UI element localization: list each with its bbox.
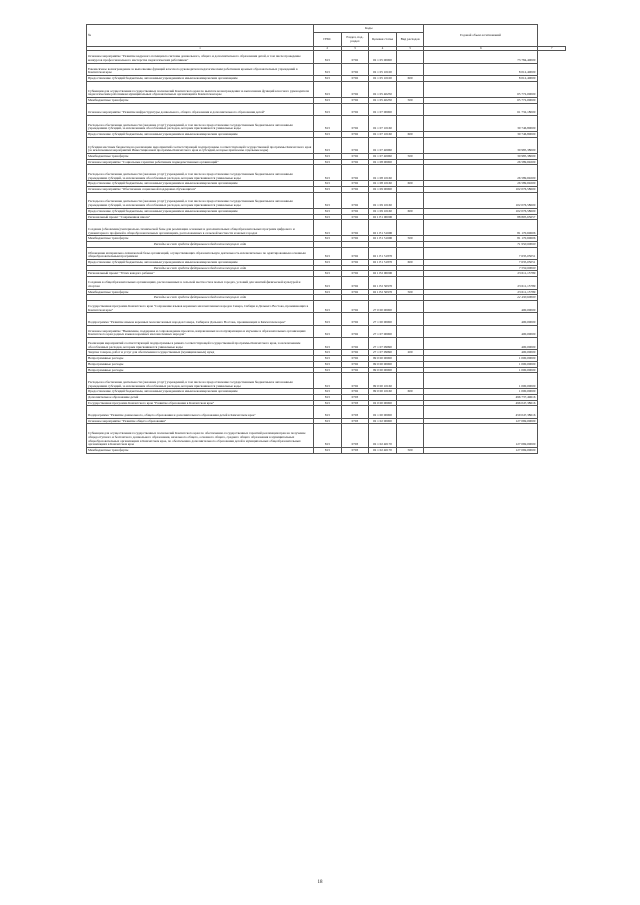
cell-vr (396, 116, 424, 132)
cell-rz: 0702 (341, 192, 369, 208)
table-row (87, 313, 566, 325)
cell-sum: 8 012,40000 (424, 63, 538, 75)
cell-vr: 600 (396, 132, 424, 138)
cell-grbs: 813 (314, 300, 342, 312)
cell-grbs: 813 (314, 367, 342, 373)
cell-name: Создание (обновление) материально-технической базы для реализации основных и дополнительных общеобразовательных программ цифрового и гуманитарного профилей в общеобразовательных организациях, расположенных в сельской местности и малых городах (87, 220, 314, 236)
cell-name: Предоставление субсидий бюджетным, автономным учреждениям и иным некоммерческим организациям (87, 76, 314, 82)
cell-sum: 102 076,58600 (424, 208, 538, 214)
header-grbs: ГРБС (314, 33, 342, 47)
header-codes: Коды (314, 25, 424, 33)
cell-sum: 23 611,15789 (424, 289, 538, 295)
cell-cs: 02 1 E1 00000 (369, 214, 397, 220)
cell-cs: 99 0 00 00000 (369, 361, 397, 367)
cell-vr: 600 (396, 181, 424, 187)
cell-rz: 0702 (341, 313, 369, 325)
cell-name: Предоставление субсидий бюджетным, автономным учреждениям и иным некоммерческим организациям (87, 208, 314, 214)
cell-sum: 65 772,00000 (424, 81, 538, 97)
cell-name: Непрограммные расходы (87, 361, 314, 367)
table-row (87, 447, 566, 453)
cell-grbs: 813 (314, 247, 342, 259)
cell-vr (396, 63, 424, 75)
table-row (87, 247, 566, 259)
cell-vr: 500 (396, 97, 424, 103)
cell-grbs: 813 (314, 400, 342, 406)
cell-rz: 0702 (341, 116, 369, 132)
cell-vr (396, 300, 424, 312)
table-row (87, 116, 566, 132)
cell-sum: 127 069,00000 (424, 447, 538, 453)
cell-name: Основное мероприятие "Социальные гарантии работникам подведомственных организаций" (87, 159, 314, 165)
cell-cs: 99 0 00 00000 (369, 356, 397, 362)
table-row (87, 277, 566, 289)
cell-vr (396, 338, 424, 350)
cell-rz: 0702 (341, 63, 369, 75)
cell-rz: 0702 (341, 271, 369, 277)
cell-name: Расходы на обеспечение деятельности (оказание услуг) учреждений, в том числе на предоставление государственным бюджетным и автономным учреждениям субсидий, за исключением обособленных расходов, которым присваиваются уникальные коды (87, 192, 314, 208)
cell-sum: 7 635,05051 (424, 247, 538, 259)
cell-cs: 02 1 00 00000 (369, 406, 397, 418)
table-row (87, 338, 566, 350)
cell-rz: 0702 (341, 76, 369, 82)
cell-sum: 102 076,58600 (424, 187, 538, 193)
cell-grbs: 813 (314, 153, 342, 159)
cell-sum: 26 589,69200 (424, 181, 538, 187)
cell-vr: 500 (396, 153, 424, 159)
cell-rz: 0702 (341, 220, 369, 236)
cell-sum: 7 559,00000 (424, 265, 538, 271)
cell-sum: 22 430,60000 (424, 295, 538, 301)
cell-cs: 02 1 E2 50970 (369, 289, 397, 295)
col-num-7: 7 (538, 47, 566, 51)
cell-sum: 30 746,80000 (424, 132, 538, 138)
cell-rz: 0703 (341, 447, 369, 453)
cell-sum: 81 170,60606 (424, 236, 538, 242)
cell-cs: 02 1 07 40060 (369, 153, 397, 159)
cell-grbs: 813 (314, 116, 342, 132)
cell-sum: 127 069,00000 (424, 424, 538, 448)
cell-sum: 8 012,40000 (424, 76, 538, 82)
cell-sum: 1 000,00000 (424, 367, 538, 373)
header-rz: Раздел, под-раздел (341, 33, 369, 47)
cell-vr (396, 325, 424, 337)
cell-grbs: 813 (314, 260, 342, 266)
cell-name: Предоставление субсидий бюджетным, автономным учреждениям и иным некоммерческим организациям (87, 389, 314, 395)
cell-name: Межбюджетные трансферты (87, 447, 314, 453)
cell-grbs: 813 (314, 63, 342, 75)
cell-cs: 02 1 02 00000 (369, 418, 397, 424)
cell-rz: 0702 (341, 338, 369, 350)
cell-rz: 0702 (341, 103, 369, 115)
cell-name: Расходы за счет средств федерального бюджета текущего года (87, 242, 314, 248)
cell-rz: 0703 (341, 406, 369, 418)
cell-grbs: 813 (314, 418, 342, 424)
budget-sheet (86, 24, 566, 454)
cell-grbs: 813 (314, 192, 342, 208)
cell-rz: 0702 (341, 367, 369, 373)
page-number: 18 (317, 880, 323, 885)
cell-name: Основное мероприятие "Развитие инфраструктуры дошкольного, общего образования и дополнительного образования детей" (87, 103, 314, 115)
col-num-4: 4 (369, 47, 397, 51)
cell-cs: 02 1 09 00000 (369, 187, 397, 193)
cell-name: Региональный проект "Успех каждого ребенка" (87, 271, 314, 277)
cell-vr: 200 (396, 350, 424, 356)
cell-name: Субсидии местным бюджетам на реализацию мероприятий соответствующей подпрограммы соответствующей государственной программы Камчатского края (за исключением мероприятий Инвестиционной программы Камчатского края и субсидий, которые присвоены отдельные коды) (87, 137, 314, 153)
cell-cs: 02 1 05 10100 (369, 63, 397, 75)
cell-rz: 0702 (341, 187, 369, 193)
cell-rz: 0702 (341, 181, 369, 187)
cell-sum: 102 076,58600 (424, 192, 538, 208)
cell-rz: 0702 (341, 260, 369, 266)
cell-rz: 0702 (341, 300, 369, 312)
cell-vr (396, 165, 424, 181)
cell-grbs: 813 (314, 208, 342, 214)
cell-grbs: 813 (314, 81, 342, 97)
cell-grbs: 813 (314, 51, 342, 63)
cell-vr (396, 406, 424, 418)
cell-sum: 127 069,00000 (424, 418, 538, 424)
cell-name: Региональный проект "Современная школа" (87, 214, 314, 220)
cell-sum: 81 170,60606 (424, 220, 538, 236)
cell-cs: 27 1 07 00000 (369, 325, 397, 337)
cell-cs: 02 1 07 10160 (369, 132, 397, 138)
cell-rz: 0702 (341, 373, 369, 389)
cell-grbs: 813 (314, 271, 342, 277)
cell-grbs: 813 (314, 289, 342, 295)
cell-vr: 600 (396, 260, 424, 266)
cell-cs: 02 1 09 10160 (369, 208, 397, 214)
cell-grbs: 813 (314, 76, 342, 82)
cell-name: Предоставление субсидий бюджетным, автономным учреждениям и иным некоммерческим организациям (87, 260, 314, 266)
cell-cs: 02 1 05 10100 (369, 76, 397, 82)
cell-vr (396, 137, 424, 153)
table-row (87, 63, 566, 75)
cell-rz: 0702 (341, 137, 369, 153)
cell-cs: 99 0 00 10160 (369, 389, 397, 395)
cell-sum: 1 000,00000 (424, 389, 538, 395)
cell-vr (396, 247, 424, 259)
cell-grbs: 813 (314, 395, 342, 401)
cell-cs: 02 1 05 40250 (369, 97, 397, 103)
header-vr: Вид расходов (396, 33, 424, 47)
cell-cs: 02 1 08 10160 (369, 165, 397, 181)
cell-name: Обновление материально-технической базы организаций, осуществляющих образовательную деятельность исключительно по адаптированным основным общеобразовательным программам (87, 247, 314, 259)
cell-cs: 02 0 00 00000 (369, 400, 397, 406)
table-row (87, 373, 566, 389)
cell-sum: 459 047,38616 (424, 406, 538, 418)
cell-sum: 88 805,65657 (424, 214, 538, 220)
cell-name: Расходы на обеспечение деятельности (оказание услуг) учреждений, в том числе на предоставление государственным бюджетным и автономным учреждениям субсидий, за исключением обособленных расходов, которым присваиваются уникальные коды (87, 116, 314, 132)
cell-sum: 61 732,18000 (424, 103, 538, 115)
header-no: № (87, 25, 314, 47)
cell-grbs: 813 (314, 187, 342, 193)
cell-grbs: 813 (314, 356, 342, 362)
cell-cs: 02 1 E2 00000 (369, 271, 397, 277)
table-row (87, 300, 566, 312)
cell-rz: 0702 (341, 350, 369, 356)
cell-cs: 27 0 00 00000 (369, 300, 397, 312)
cell-vr (396, 424, 424, 448)
cell-rz: 0703 (341, 418, 369, 424)
cell-grbs: 813 (314, 389, 342, 395)
cell-vr (396, 313, 424, 325)
cell-cs: 02 1 08 10160 (369, 181, 397, 187)
cell-name: Межбюджетные трансферты (87, 236, 314, 242)
cell-sum: 496 737,49616 (424, 395, 538, 401)
cell-sum: 496 047,38616 (424, 400, 538, 406)
col-num-5: 5 (396, 47, 424, 51)
cell-grbs: 813 (314, 406, 342, 418)
cell-sum: 1 000,00000 (424, 373, 538, 389)
cell-grbs: 813 (314, 214, 342, 220)
cell-name: Межбюджетные трансферты (87, 289, 314, 295)
cell-name: Субвенции для осуществления государственных полномочий Камчатского края по выплате вознаграждения за выполнение функций классного руководителя педагогическим работникам муниципальных образовательных организаций в Камчатском крае (87, 81, 314, 97)
cell-sum: 400,00000 (424, 313, 538, 325)
cell-rz: 0702 (341, 247, 369, 259)
cell-name: Государственная программа Камчатского края "Развитие образования в Камчатском крае" (87, 400, 314, 406)
cell-name: Непрограммные расходы (87, 356, 314, 362)
cell-grbs: 813 (314, 181, 342, 187)
cell-cs: 02 1 07 00000 (369, 103, 397, 115)
table-header-row (87, 25, 566, 33)
header-cs: Целевая статья (369, 33, 397, 47)
cell-grbs: 813 (314, 361, 342, 367)
cell-sum: 65 772,00000 (424, 97, 538, 103)
cell-cs: 02 1 07 10160 (369, 116, 397, 132)
cell-grbs: 813 (314, 97, 342, 103)
cell-rz: 0702 (341, 97, 369, 103)
cell-vr: 500 (396, 236, 424, 242)
cell-rz: 0702 (341, 159, 369, 165)
cell-sum: 26 589,69200 (424, 165, 538, 181)
cell-rz: 0703 (341, 395, 369, 401)
cell-rz: 0702 (341, 208, 369, 214)
cell-sum: 7 635,05051 (424, 260, 538, 266)
table-row (87, 406, 566, 418)
cell-vr: 600 (396, 76, 424, 82)
col-num-1: 1 (87, 47, 314, 51)
cell-name: Ежемесячное вознаграждение за выполнение функций классного руководителя педагогическим работникам краевых образовательных учреждений в Камчатском крае (87, 63, 314, 75)
cell-grbs: 813 (314, 220, 342, 236)
cell-sum: 400,00000 (424, 325, 538, 337)
cell-rz: 0702 (341, 165, 369, 181)
table-row (87, 165, 566, 181)
cell-sum: 23 611,15789 (424, 271, 538, 277)
cell-vr (396, 192, 424, 208)
cell-name: Расходы на обеспечение деятельности (оказание услуг) учреждений, в том числе на предоставление государственным бюджетным и автономным учреждениям субсидий, за исключением обособленных расходов, которым присваиваются уникальные коды (87, 373, 314, 389)
cell-grbs: 813 (314, 236, 342, 242)
table-body (87, 51, 566, 453)
table-row (87, 51, 566, 63)
cell-sum: 1 000,00000 (424, 356, 538, 362)
cell-rz: 0702 (341, 361, 369, 367)
cell-cs: 02 1 05 40250 (369, 81, 397, 97)
cell-rz: 0702 (341, 153, 369, 159)
cell-rz: 0702 (341, 132, 369, 138)
cell-cs: 02 1 02 40170 (369, 424, 397, 448)
cell-cs: 27 1 00 00000 (369, 313, 397, 325)
cell-name: Субвенции для осуществления государственных полномочий Камчатского края по обеспечению государственных гарантий реализации прав на получение общедоступного и бесплатного дошкольного образования, начального общего, основного общего, среднего общего образования в муниципальных общеобразовательных организациях в Камчатском крае, по обеспечению дополнительного образования детей в муниципальных общеобразовательных организациях в Камчатском крае (87, 424, 314, 448)
cell-vr: 600 (396, 389, 424, 395)
cell-cs: 27 1 07 09990 (369, 338, 397, 350)
cell-cs: 02 1 02 40170 (369, 447, 397, 453)
cell-cs: 99 0 00 00000 (369, 367, 397, 373)
cell-name: Расходы за счет средств федерального бюджета текущего года (87, 265, 314, 271)
cell-sum: 1 000,00000 (424, 361, 538, 367)
cell-name: Предоставление субсидий бюджетным, автономным учреждениям и иным некоммерческим организациям (87, 181, 314, 187)
cell-name: Реализация мероприятий соответствующей подпрограммы в рамках соответствующей государственной программы Камчатского края, за исключением обособленных расходов, которым присваиваются уникальные коды (87, 338, 314, 350)
cell-vr (396, 51, 424, 63)
cell-rz: 0702 (341, 389, 369, 395)
cell-name: Основное мероприятие "Обеспечение социальной поддержки обучающихся" (87, 187, 314, 193)
cell-name: Создание в общеобразовательных организациях, расположенных в сельской местности и малых городах, условий для занятий физической культурой и спортом (87, 277, 314, 289)
cell-name: Подпрограмма "Развитие языков коренных малочисленных народов Севера, Сибири и Дальнего Востока, проживающих в Камчатском крае" (87, 313, 314, 325)
cell-cs: 02 1 E1 51870 (369, 247, 397, 259)
cell-cs: 02 1 09 10160 (369, 192, 397, 208)
cell-name: Основное мероприятие "Развитие общего образования" (87, 418, 314, 424)
cell-name: Расходы на обеспечение деятельности (оказание услуг) учреждений, в том числе на предоставление государственным бюджетным и автономным учреждениям субсидий, за исключением обособленных расходов, которым присваиваются уникальные коды (87, 165, 314, 181)
header-sum: Годовой объем ассигнований (424, 25, 538, 47)
cell-sum: 30 746,80000 (424, 116, 538, 132)
cell-name: Подпрограмма "Развитие дошкольного, общего образования и дополнительного образования детей в Камчатском крае" (87, 406, 314, 418)
cell-sum: 26 589,69200 (424, 159, 538, 165)
cell-name: Закупка товаров, работ и услуг для обеспечения государственных (муниципальных) нужд (87, 350, 314, 356)
cell-grbs: 813 (314, 165, 342, 181)
cell-vr: 500 (396, 447, 424, 453)
table-row (87, 424, 566, 448)
cell-vr (396, 373, 424, 389)
cell-sum: 71 950,00000 (424, 242, 538, 248)
cell-name: Непрограммные расходы (87, 367, 314, 373)
table-row (87, 220, 566, 236)
cell-rz: 0702 (341, 51, 369, 63)
cell-grbs: 813 (314, 132, 342, 138)
cell-sum: 400,00000 (424, 300, 538, 312)
cell-grbs: 813 (314, 277, 342, 289)
col-num-2: 2 (314, 47, 342, 51)
cell-cs: 02 1 05 00000 (369, 51, 397, 63)
cell-rz: 0703 (341, 400, 369, 406)
cell-grbs: 813 (314, 338, 342, 350)
cell-vr: 500 (396, 289, 424, 295)
cell-cs: 27 1 07 09990 (369, 350, 397, 356)
cell-rz: 0702 (341, 289, 369, 295)
cell-name: Расходы за счет средств федерального бюджета текущего года (87, 295, 314, 301)
cell-sum: 400,00000 (424, 338, 538, 350)
cell-sum: 73 784,40000 (424, 51, 538, 63)
cell-cs: 02 1 E1 51690 (369, 236, 397, 242)
budget-table (86, 24, 566, 454)
cell-grbs: 813 (314, 373, 342, 389)
cell-cs: 02 1 E2 50970 (369, 277, 397, 289)
table-row (87, 325, 566, 337)
cell-grbs: 813 (314, 103, 342, 115)
cell-vr (396, 277, 424, 289)
cell-rz: 0702 (341, 356, 369, 362)
cell-vr: 600 (396, 208, 424, 214)
cell-sum: 30 985,38000 (424, 137, 538, 153)
cell-cs: 02 1 E1 51690 (369, 220, 397, 236)
cell-vr (396, 81, 424, 97)
cell-rz: 0702 (341, 325, 369, 337)
cell-rz: 0702 (341, 236, 369, 242)
table-row (87, 137, 566, 153)
cell-cs: 02 1 07 40060 (369, 137, 397, 153)
cell-cs: 99 0 00 10160 (369, 373, 397, 389)
cell-grbs: 813 (314, 424, 342, 448)
cell-sum: 400,00000 (424, 350, 538, 356)
cell-grbs: 813 (314, 447, 342, 453)
cell-rz: 0702 (341, 277, 369, 289)
cell-name: Основное мероприятие "Выявление, поддержка и сопровождение проектов, направленных на популяризацию и изучение в образовательных организациях Камчатского края родных языков коренных малочисленных народов" (87, 325, 314, 337)
cell-cs: 02 1 E1 51870 (369, 260, 397, 266)
cell-grbs: 813 (314, 159, 342, 165)
cell-name: Межбюджетные трансферты (87, 97, 314, 103)
cell-cs: 02 1 08 00000 (369, 159, 397, 165)
col-num-6: 6 (424, 47, 538, 51)
cell-vr (396, 220, 424, 236)
cell-sum: 23 611,15789 (424, 277, 538, 289)
table-row (87, 81, 566, 97)
cell-name: Дополнительное образование детей (87, 395, 314, 401)
cell-vr (396, 103, 424, 115)
cell-rz: 0702 (341, 81, 369, 97)
cell-name: Основное мероприятие "Развитие кадрового потенциала системы дошкольного, общего и дополнительного образования детей, в том числе проведение конкурсов профессионального мастерства педагогических работников" (87, 51, 314, 63)
cell-sum: 30 985,38000 (424, 153, 538, 159)
cell-grbs: 813 (314, 350, 342, 356)
cell-name: Предоставление субсидий бюджетным, автономным учреждениям и иным некоммерческим организациям (87, 132, 314, 138)
cell-name: Межбюджетные трансферты (87, 153, 314, 159)
cell-grbs: 813 (314, 137, 342, 153)
cell-name: Государственная программа Камчатского края "Сохранение языков коренных малочисленных народов Севера, Сибири и Дальнего Востока, проживающих в Камчатском крае" (87, 300, 314, 312)
cell-grbs: 813 (314, 313, 342, 325)
cell-grbs: 813 (314, 325, 342, 337)
table-row (87, 103, 566, 115)
table-row (87, 192, 566, 208)
col-num-3: 3 (341, 47, 369, 51)
cell-rz: 0702 (341, 214, 369, 220)
cell-rz: 0703 (341, 424, 369, 448)
